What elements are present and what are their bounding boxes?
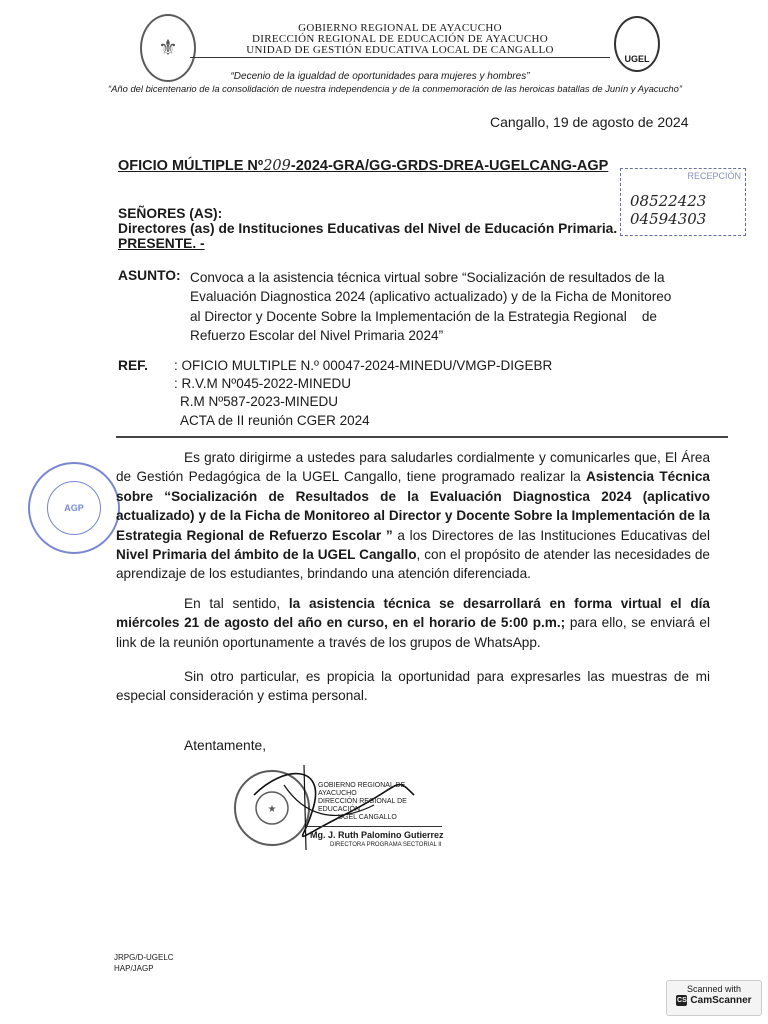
camscanner-logo-icon: CS <box>677 997 687 1004</box>
paragraph-2 <box>116 594 710 652</box>
footer-initials-2: HAP/JAGP <box>114 964 154 973</box>
sig-stamp-line-2: DIRECCIÓN REGIONAL DE EDUCACIÓN <box>318 798 407 813</box>
p2-bold-1: la asistencia técnica se desarrollará en forma virtual el día miércoles 21 de agosto del año en curso, en el horario de 5:00 p.m.; <box>116 596 710 631</box>
asunto-line-4: Refuerzo Escolar del Nivel Primaria 2024” <box>190 328 444 344</box>
p1-bold-2: Nivel Primaria del ámbito de la UGEL Cangallo <box>116 547 417 563</box>
camscanner-brand <box>667 995 761 1006</box>
p1-text-2: a los Directores de las Instituciones Educativas del <box>392 527 710 543</box>
signer-name: Mg. J. Ruth Palomino Gutierrez <box>310 830 444 840</box>
reception-label: RECEPCIÓN <box>687 171 741 181</box>
asunto-text <box>190 268 671 346</box>
addressee-line-1: SEÑORES (AS): <box>118 206 223 221</box>
sig-stamp-line-1: GOBIERNO REGIONAL DE AYACUCHO <box>318 782 406 797</box>
oficio-title <box>118 158 608 174</box>
oficio-handwritten-number: 209 <box>263 158 291 174</box>
ugel-logo-icon <box>614 16 660 72</box>
ref-item-1: : OFICIO MULTIPLE N.º 00047-2024-MINEDU/VMGP-DIGEBR <box>174 358 553 373</box>
ref-item-2: : R.V.M Nº045-2022-MINEDU <box>174 376 351 391</box>
motto-anio: “Año del bicentenario de la consolidación de nuestra independencia y de la conmemoración de las heroicas batallas de Junín y Ayacucho” <box>108 83 682 94</box>
camscanner-line-1: Scanned with <box>686 984 742 994</box>
regional-government-seal-icon: ⚜ <box>140 14 196 82</box>
stamp-center-mark: AGP <box>47 481 101 535</box>
ref-item-3: R.M Nº587-2023-MINEDU <box>180 394 338 409</box>
ref-divider <box>116 436 728 438</box>
paragraph-3 <box>116 667 710 706</box>
sig-stamp-line-3: UGEL CANGALLO <box>338 814 397 821</box>
footer-initials-1: JRPG/D-UGELC <box>114 953 174 962</box>
signature-line <box>306 826 442 827</box>
ref-label: REF. <box>118 358 148 373</box>
p1-text-1: Es grato dirigirme a ustedes para saludarles cordialmente y comunicarles que, El Área de Gestión Pedagógica de la UGEL Cangallo, tiene programado realizar la <box>116 450 710 485</box>
p1-bold-1: Asistencia Técnica sobre “Socialización de Resultados de la Evaluación Diagnostica 2024 (aplicativo actualizado) y de la Ficha de Monitoreo al Director y Docente Sobre la Implementación de la Estrategia Regional de Refuerzo Escolar ” <box>116 469 710 543</box>
ugel-logo-text: UGEL <box>624 54 650 64</box>
oficio-prefix: OFICIO MÚLTIPLE Nº <box>118 158 264 174</box>
footer-initials <box>114 952 174 974</box>
p2-text-1: En tal sentido, <box>184 596 289 611</box>
oficio-suffix: -2024-GRA/GG-GRDS-DREA-UGELCANG-AGP <box>290 158 609 174</box>
header-line-3: UNIDAD DE GESTIÓN EDUCATIVA LOCAL DE CANGALLO <box>246 44 554 56</box>
signature-stamp-text <box>318 782 438 822</box>
svg-text:★: ★ <box>267 804 277 815</box>
signer-role: DIRECTORA PROGRAMA SECTORIAL II <box>330 842 442 848</box>
header-line-1: GOBIERNO REGIONAL DE AYACUCHO <box>298 22 502 34</box>
motto-decenio: “Decenio de la igualdad de oportunidades para mujeres y hombres” <box>230 71 530 82</box>
handwritten-phone-2: 04594303 <box>630 210 707 228</box>
closing: Atentamente, <box>184 738 267 753</box>
header-line-2: DIRECCIÓN REGIONAL DE EDUCACIÓN DE AYACUCHO <box>252 33 548 45</box>
ref-item-4: ACTA de II reunión CGER 2024 <box>180 413 370 428</box>
camscanner-badge <box>666 980 762 1016</box>
place-date: Cangallo, 19 de agosto de 2024 <box>490 114 689 130</box>
asunto-line-1: Convoca a la asistencia técnica virtual sobre “Socialización de resultados de la <box>190 270 665 285</box>
p1-text-3: , con el propósito de atender las necesidades de aprendizaje de los estudiantes, brindando una atención diferenciada. <box>116 547 710 582</box>
header-rule <box>190 57 610 58</box>
asunto-line-2: Evaluación Diagnostica 2024 (aplicativo actualizado) y de la Ficha de Monitoreo <box>190 289 672 305</box>
handwritten-phone-1: 08522423 <box>630 192 707 210</box>
p2-text-2: para ello, se enviará el link de la reunión oportunamente a través de los grupos de WhatsApp. <box>116 615 710 650</box>
addressee-line-3: PRESENTE. - <box>118 236 205 251</box>
camscanner-line-2: CamScanner <box>690 995 752 1006</box>
paragraph-1 <box>116 448 710 584</box>
addressee-line-2: Directores (as) de Instituciones Educativas del Nivel de Educación Primaria. <box>118 221 618 236</box>
p3-text: Sin otro particular, es propicia la oportunidad para expresarles las muestras de mi especial consideración y estima personal. <box>116 669 710 704</box>
asunto-line-3: al Director y Docente Sobre la Implementación de la Estrategia Regional de <box>190 308 657 324</box>
ugel-blue-stamp-icon <box>28 462 120 554</box>
asunto-label: ASUNTO: <box>118 268 181 283</box>
